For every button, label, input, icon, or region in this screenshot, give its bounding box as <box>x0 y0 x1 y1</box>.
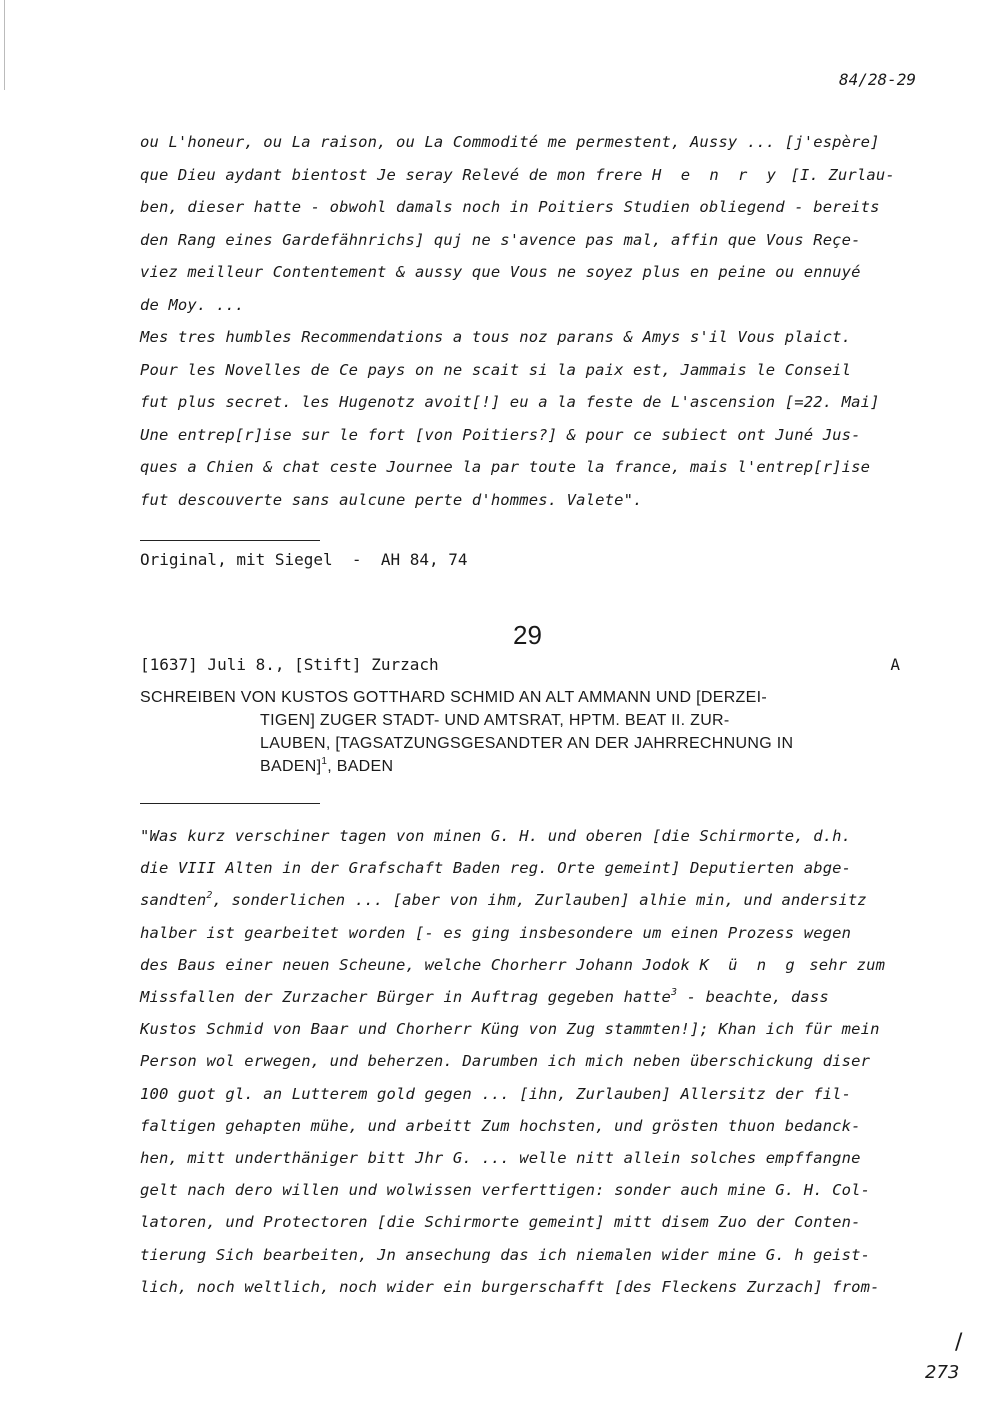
text-line: "Was kurz verschiner tagen von minen G. H. und oberen [die Schirmorte, d.h. <box>140 827 852 845</box>
text-line: Missfallen der Zurzacher Bürger in Auftrag gegeben hatte$^3$ - beachte, dass <box>140 987 829 1007</box>
footnote-ref: 2 <box>206 890 213 902</box>
text-line: fut descouverte sans aulcune perte d'hommes. Valete". <box>140 490 643 509</box>
heading-line: BADEN]$^1$, BADEN <box>260 756 394 775</box>
text-line: hen, mitt underthäniger bitt Jhr G. ... welle nitt allein solches empffangne <box>140 1149 861 1168</box>
separator-rule <box>140 540 320 541</box>
heading-line: LAUBEN, [TAGSATZUNGSGESANDTER AN DER JAHRRECHNUNG IN <box>260 735 794 752</box>
text-line: lich, noch weltlich, noch wider ein burgerschafft [des Fleckens Zurzach] from- <box>140 1277 880 1296</box>
document-heading-first-line: SCHREIBEN VON KUSTOS GOTTHARD SCHMID AN ALT AMMANN UND [DERZEI- <box>140 689 767 706</box>
text-line: ou L'honeur, ou La raison, ou La Commodité me permestent, Aussy ... [j'espère] <box>140 133 880 151</box>
text-line: Pour les Novelles de Ce pays on ne scait si la paix est, Jammais le Conseil <box>140 360 852 379</box>
text-line: ben, dieser hatte - obwohl damals noch in Poitiers Studien obliegend - bereits <box>140 198 880 216</box>
footnote-ref: 3 <box>670 987 678 999</box>
name-kueng: K ü n g <box>699 955 800 974</box>
page-reference: 84/28-29 <box>838 70 916 89</box>
heading-line: TIGEN] ZUGER STADT- UND AMTSRAT, HPTM. BEAT II. ZUR- <box>260 712 730 729</box>
separator-rule <box>140 803 320 804</box>
text-line: die VIII Alten in der Grafschaft Baden reg. Orte gemeint] Deputierten abge- <box>140 859 852 878</box>
text-line: Kustos Schmid von Baar und Chorherr Küng von Zug stammten!]; Khan ich für mein <box>140 1020 880 1039</box>
text-line: sandten$^2$, sonderlichen ... [aber von ihm, Zurlauben] alhie min, und andersitz <box>140 890 867 910</box>
document-letter: A <box>890 655 900 674</box>
text-line: tierung Sich bearbeiten, Jn ansechung das ich niemalen wider mine G. h geist- <box>140 1245 871 1264</box>
date-place: [1637] Juli 8., [Stift] Zurzach <box>140 655 439 674</box>
text-line: Person wol erwegen, und beherzen. Darumben ich mich neben überschickung diser <box>140 1052 871 1071</box>
source-note: Original, mit Siegel - AH 84, 74 <box>140 550 468 569</box>
document-heading-continuation <box>260 709 793 778</box>
text-line: fut plus secret. les Hugenotz avoit[!] eu a la feste de L'ascension [=22. Mai] <box>140 393 880 411</box>
text-line: Mes tres humbles Recommendations a tous noz parans & Amys s'il Vous plaict. <box>140 328 852 346</box>
text-line: halber ist gearbeitet worden [- es ging insbesondere um einen Prozess wegen <box>140 923 852 942</box>
text-line: viez meilleur Contentement & aussy que Vous ne soyez plus en peine ou ennuyé <box>140 263 861 281</box>
text-line: den Rang eines Gardefähnrichs] quj ne s'avence pas mal, affin que Vous Reçe- <box>140 230 861 249</box>
name-henry: H e n r y <box>652 165 782 184</box>
scan-edge-mark <box>4 0 5 90</box>
quote-block-french <box>140 126 940 516</box>
text-line: de Moy. ... <box>140 295 245 314</box>
text-line: des Baus einer neuen Scheune, welche Chorherr Johann Jodok K ü n g sehr zum <box>140 955 886 974</box>
quote-block-german <box>140 820 940 1303</box>
text-line: 100 guot gl. an Lutterem gold gegen ... [ihn, Zurlauben] Allersitz der fil- <box>140 1084 852 1103</box>
text-line: latoren, und Protectoren [die Schirmorte gemeint] mitt disem Zuo der Conten- <box>140 1213 861 1232</box>
text-line: gelt nach dero willen und wolwissen verferttigen: sonder auch mine G. H. Col- <box>140 1181 871 1200</box>
text-line: que Dieu aydant bientost Je seray Relevé de mon frere H e n r y [I. Zurlau- <box>140 165 895 184</box>
page-number: 273 <box>925 1362 960 1383</box>
document-number: 29 <box>513 620 542 650</box>
footnote-ref: 1 <box>321 756 328 767</box>
text-line: faltigen gehapten mühe, und arbeitt Zum hochsten, und grösten thuon bedanck- <box>140 1116 861 1135</box>
margin-mark: / <box>955 1330 963 1355</box>
text-line: ques a Chien & chat ceste Journee la par toute la france, mais l'entrep[r]ise <box>140 458 871 476</box>
text-line: Une entrep[r]ise sur le fort [von Poitiers?] & pour ce subiect ont Juné Jus- <box>140 425 861 444</box>
